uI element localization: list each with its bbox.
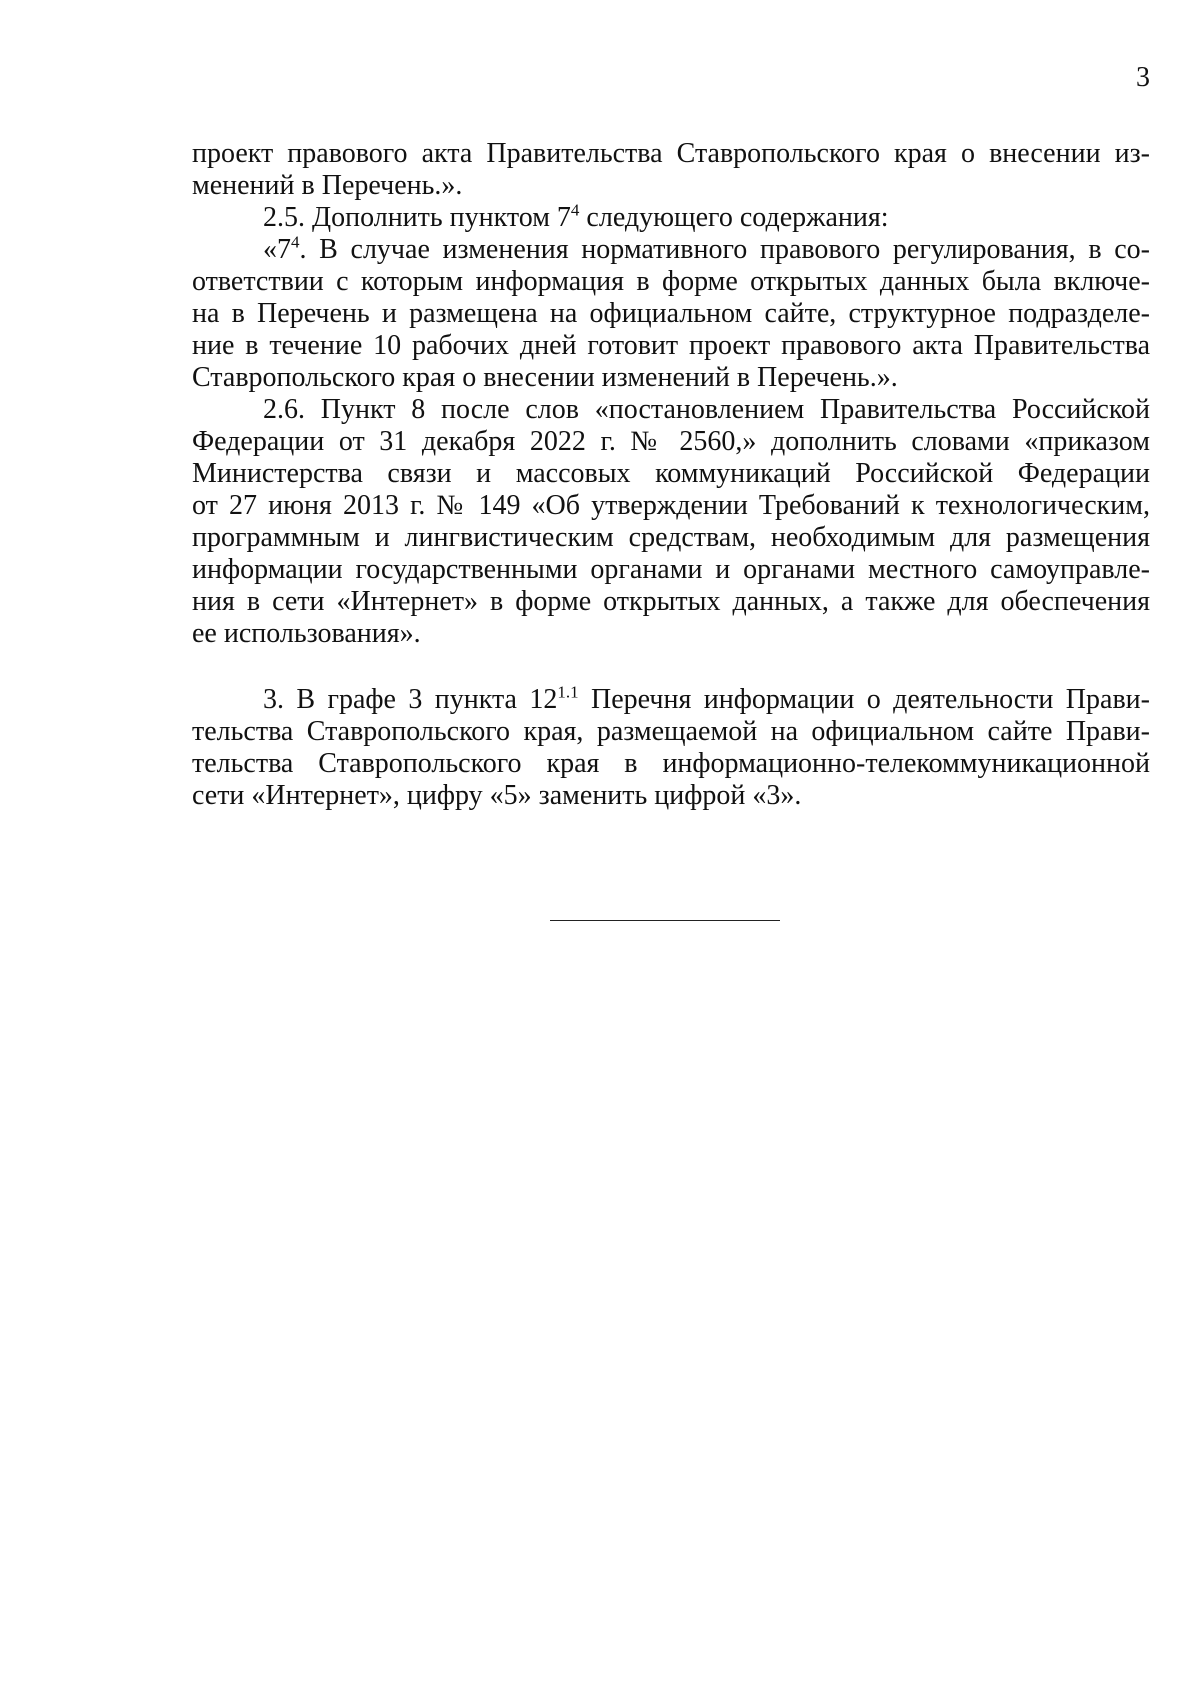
superscript: 1.1 <box>557 682 579 702</box>
text-line: от 27 июня 2013 г. № 149 «Об утверждении Требований к технологическим, <box>192 490 1150 521</box>
text-line: 2.6. Пункт 8 после слов «постановлением Правительства Российской <box>263 394 1150 425</box>
text-line <box>192 234 1150 266</box>
text-fragment: . В случае изменения нормативного правового регулирования, в со- <box>299 234 1150 265</box>
paragraph-spacer <box>192 650 1150 684</box>
text-fragment: 3. В графе 3 пункта 12 <box>263 684 558 715</box>
text-line: менений в Перечень.». <box>192 170 463 201</box>
text-fragment: 2.5. Дополнить пунктом 7 <box>263 202 571 233</box>
text-line <box>192 684 1150 716</box>
page-number: 3 <box>1136 62 1150 93</box>
text-line: ние в течение 10 рабочих дней готовит проект правового акта Правительства <box>192 330 1150 361</box>
text-line: программным и лингвистическим средствам, необходимым для размещения <box>192 522 1150 553</box>
paragraph-2-6 <box>192 394 1150 650</box>
text-line: Федерации от 31 декабря 2022 г. № 2560,» дополнить словами «приказом <box>192 426 1150 457</box>
text-line: информации государственными органами и органами местного самоуправле- <box>192 554 1150 585</box>
paragraph-2-5 <box>192 202 1150 234</box>
text-fragment: Перечня информации о деятельности Прави- <box>578 684 1150 715</box>
text-line: Министерства связи и массовых коммуникаций Российской Федерации <box>192 458 1150 489</box>
text-line: проект правового акта Правительства Ставропольского края о внесении из- <box>192 138 1150 169</box>
text-line: на в Перечень и размещена на официальном сайте, структурное подразделе- <box>192 298 1150 329</box>
text-fragment: следующего содержания: <box>579 202 889 233</box>
text-line: ее использования». <box>192 618 421 649</box>
superscript: 4 <box>291 232 300 252</box>
document-body <box>192 138 1150 812</box>
text-line: ответствии с которым информация в форме открытых данных была включе- <box>192 266 1150 297</box>
closing-divider <box>550 920 780 921</box>
superscript: 4 <box>570 200 580 220</box>
text-line: ния в сети «Интернет» в форме открытых данных, а также для обеспечения <box>192 586 1150 617</box>
paragraph-3 <box>192 684 1150 812</box>
text-line: тельства Ставропольского края в информационно-телекоммуникационной <box>192 748 1150 779</box>
paragraph-7-4 <box>192 234 1150 394</box>
text-line: сети «Интернет», цифру «5» заменить цифрой «3». <box>192 780 802 811</box>
text-line <box>192 202 1150 234</box>
paragraph-continuation <box>192 138 1150 202</box>
text-line: Ставропольского края о внесении изменений в Перечень.». <box>192 362 898 393</box>
text-fragment: «7 <box>263 234 291 265</box>
text-line: тельства Ставропольского края, размещаемой на официальном сайте Прави- <box>192 716 1150 747</box>
